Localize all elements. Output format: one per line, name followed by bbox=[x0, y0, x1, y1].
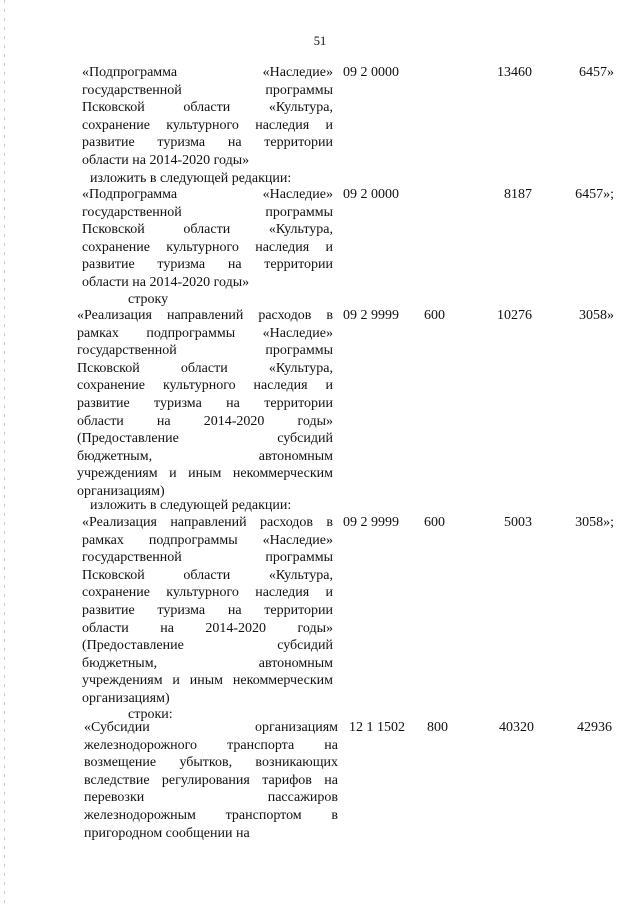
amount-year-2: 3058» bbox=[579, 308, 614, 323]
target-article-code: 12 1 1502 bbox=[349, 720, 405, 735]
row-name-line: «Подпрограмма «Наследие» bbox=[82, 65, 333, 80]
line-word: строку bbox=[128, 292, 169, 307]
row-name-line: государственной программы bbox=[77, 343, 333, 359]
row-name-line: (Предоставление субсидий bbox=[77, 431, 333, 447]
edit-instruction: изложить в следующей редакции: bbox=[90, 171, 292, 186]
row-name-line: государственной программы bbox=[82, 550, 333, 566]
row-name-line: железнодорожным транспортом в bbox=[84, 807, 338, 823]
row-name-line: государственной программы bbox=[82, 204, 333, 220]
amount-year-1: 10276 bbox=[497, 308, 532, 323]
target-article-code: 09 2 9999 bbox=[343, 308, 399, 323]
row-name-line: Псковской области «Культура, bbox=[77, 360, 333, 376]
row-name-line: Псковской области «Культура, bbox=[82, 222, 333, 238]
expense-type-code: 600 bbox=[424, 515, 445, 530]
row-name-line: пригородном сообщении на bbox=[84, 825, 250, 841]
row-name-line: организациям) bbox=[82, 690, 170, 706]
row-name-line: вследствие регулирования тарифов на bbox=[84, 772, 338, 788]
amount-year-1: 8187 bbox=[504, 187, 532, 202]
row-name-line: государственной программы bbox=[82, 82, 333, 98]
amount-year-2: 3058»; bbox=[575, 515, 614, 530]
row-name-line: железнодорожного транспорта на bbox=[84, 737, 338, 753]
row-name-line: Псковской области «Культура, bbox=[82, 567, 333, 583]
row-name-line: развитие туризма на территории bbox=[82, 135, 333, 151]
page-edge bbox=[4, 0, 5, 905]
row-name-line: области на 2014-2020 годы» bbox=[77, 413, 333, 429]
row-name-line: бюджетным, автономным bbox=[82, 655, 333, 671]
target-article-code: 09 2 9999 bbox=[343, 515, 399, 530]
row-name-line: сохранение культурного наследия и bbox=[82, 117, 333, 133]
row-name-line: области на 2014-2020 годы» bbox=[82, 274, 250, 290]
expense-type-code: 800 bbox=[427, 720, 448, 735]
amount-year-1: 5003 bbox=[504, 515, 532, 530]
amount-year-2: 42936 bbox=[577, 720, 612, 735]
row-name-line: «Реализация направлений расходов в bbox=[82, 515, 333, 530]
row-name bbox=[77, 307, 333, 501]
row-name-line: организациям) bbox=[77, 483, 165, 499]
row-name-line: развитие туризма на территории bbox=[82, 257, 333, 273]
row-name-line: области на 2014-2020 годы» bbox=[82, 620, 333, 636]
row-name-line: сохранение культурного наследия и bbox=[82, 585, 333, 601]
target-article-code: 09 2 0000 bbox=[343, 65, 399, 80]
row-name-line: (Предоставление субсидий bbox=[82, 638, 333, 654]
row-name-line: сохранение культурного наследия и bbox=[77, 378, 333, 394]
edit-instruction: изложить в следующей редакции: bbox=[90, 498, 292, 513]
row-name bbox=[82, 186, 333, 292]
page-number: 51 bbox=[313, 34, 327, 48]
row-name-line: области на 2014-2020 годы» bbox=[82, 152, 250, 168]
amount-year-1: 13460 bbox=[497, 65, 532, 80]
amount-year-2: 6457» bbox=[579, 65, 614, 80]
target-article-code: 09 2 0000 bbox=[343, 187, 399, 202]
row-name-line: учреждениям и иным некоммерческим bbox=[82, 673, 333, 689]
amount-year-1: 40320 bbox=[499, 720, 534, 735]
row-name-line: «Реализация направлений расходов в bbox=[77, 308, 333, 323]
row-name-line: возмещение убытков, возникающих bbox=[84, 755, 338, 771]
row-name-line: рамках подпрограммы «Наследие» bbox=[77, 325, 333, 341]
row-name-line: рамках подпрограммы «Наследие» bbox=[82, 532, 333, 548]
row-name-line: сохранение культурного наследия и bbox=[82, 239, 333, 255]
amount-year-2: 6457»; bbox=[575, 187, 614, 202]
row-name-line: «Субсидии организациям bbox=[84, 720, 338, 735]
row-name-line: учреждениям и иным некоммерческим bbox=[77, 466, 333, 482]
row-name-line: бюджетным, автономным bbox=[77, 448, 333, 464]
row-name bbox=[82, 64, 333, 170]
row-name-line: развитие туризма на территории bbox=[82, 602, 333, 618]
row-name-line: «Подпрограмма «Наследие» bbox=[82, 187, 333, 202]
row-name-line: развитие туризма на территории bbox=[77, 395, 333, 411]
row-name bbox=[82, 514, 333, 708]
row-name-line: перевозки пассажиров bbox=[84, 790, 338, 806]
lines-word: строки: bbox=[128, 707, 173, 722]
expense-type-code: 600 bbox=[424, 308, 445, 323]
row-name bbox=[84, 719, 338, 842]
row-name-line: Псковской области «Культура, bbox=[82, 100, 333, 116]
